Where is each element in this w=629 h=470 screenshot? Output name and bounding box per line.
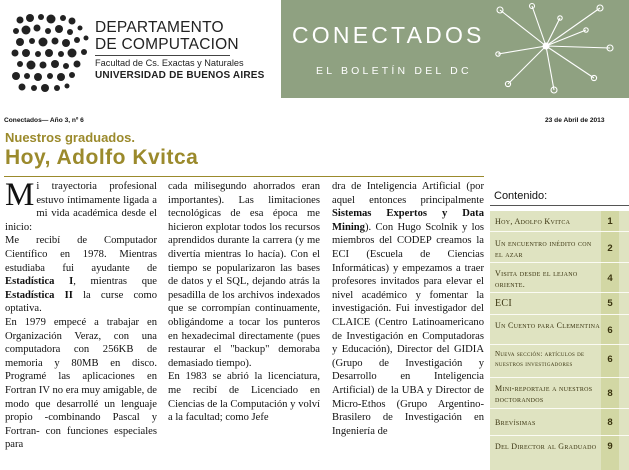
paragraph: cada milisegundo ahorrados eran importantes). Las limitaciones tecnológicas de esa época me hicieron explotar todos los recursos aprendidos durante la carrera (y me divertía mientras lo hacía). Con el tiempo se popularizaron las bases de datos y el SQL, dejando atrás la pesadilla de los archivos indexados que se corrompían continuamente, obligándome a tocar los punteros en hexadecimal directamente (pues restaurar el "backup" demoraba demasiado tiempo). [168, 181, 320, 369]
banner-subtitle: EL BOLETÍN DEL DC [316, 65, 472, 77]
toc-item-label[interactable]: Hoy, Adolfo Kvitca [495, 217, 571, 226]
toc-divider [490, 408, 629, 409]
paragraph [5, 234, 157, 316]
toc-divider [490, 435, 629, 436]
table-of-contents [490, 211, 629, 470]
toc-item-page: 8 [607, 388, 613, 399]
toc-item-page: 8 [607, 417, 613, 428]
emphasis: Estadística II [5, 289, 73, 301]
toc-item-label[interactable]: Un encuentro inédito con el azar [495, 239, 592, 259]
headline-rule [4, 176, 484, 177]
toc-divider [490, 231, 629, 232]
toc-divider [490, 314, 629, 315]
paragraph-text: Me recibí de Computador Científico en 1978. Mientras estudiaba fui ayudante de [5, 235, 157, 274]
logo-line-1: DEPARTAMENTO [95, 19, 224, 36]
banner-title: CONECTADOS [292, 22, 485, 48]
toc-divider [490, 344, 629, 345]
paragraph: En 1983 se abrió la licenciatura, me recibí de Licenciado en Ciencias de la Computación y volví a la facultad; como Jefe [168, 371, 320, 424]
emphasis: Sistemas Expertos y Data Mining [332, 208, 484, 233]
toc-title: Contenido: [494, 190, 548, 202]
toc-item-label[interactable]: ECI [495, 298, 513, 309]
toc-item-label[interactable]: Visita desde el lejano oriente. [495, 269, 578, 289]
paragraph-text: ). Con Hugo Scolnik y los miembros del CODEP creamos la ECI (Escuela de Ciencias Informáticas) y empezamos a traer profesores invitados para elevar el nivel académico y fomentar la investigación. Fui investigador del CLAICE (Centro Latinoamericano de Investigación en Computadoras y Educación), Director del GIDIA (Grupo de Investigación y Desarrollo en Inteligencia Artificial) de la UBA y Director de Micro-Ethos (Grupo Argentino-Brasilero de Investigación en Ingeniería de [332, 221, 484, 437]
toc-rule [490, 205, 629, 206]
toc-item-page: 1 [607, 216, 613, 227]
article-column-2 [168, 180, 320, 470]
dc-logo-icon [8, 8, 98, 98]
paragraph [332, 180, 484, 438]
paragraph-text: la curse como optativa. [5, 289, 157, 315]
drop-cap: M [5, 180, 35, 213]
toc-item-page: 9 [607, 441, 613, 452]
article-column-3 [332, 180, 484, 470]
toc-item-page: 6 [607, 354, 613, 365]
paragraph-text: dra de Inteligencia Artificial (por aquel entonces principalmente [332, 181, 484, 206]
logo-line-2: DE COMPUTACION [95, 36, 239, 53]
toc-item-page: 5 [607, 298, 613, 309]
network-graphic-icon [490, 0, 629, 98]
paragraph: En 1979 empecé a trabajar en Organización Veraz, con una computadora con 256KB de memoria y 80MB en disco. Programé las aplicaciones en Fortran IV no era muy amigable, de modo que desarrollé un lenguaje propio -combinando Pascal y Fortran- con funciones especiales para [5, 316, 157, 451]
toc-item-label[interactable]: Del Director al Graduado [495, 442, 597, 451]
article-column-1 [5, 180, 157, 470]
toc-item-label[interactable]: Nueva sección: artículos de nuestros investigadores [495, 350, 585, 368]
toc-divider [490, 292, 629, 293]
toc-item-label[interactable]: Un Cuento para Clementina [495, 321, 600, 330]
toc-divider [490, 377, 629, 378]
article-headline: Hoy, Adolfo Kvitca [5, 146, 199, 169]
paragraph-text: i trayectoria profesional estuvo íntimamente ligada a mi vida académica desde el inicio: [5, 181, 157, 233]
toc-divider [490, 262, 629, 263]
paragraph [5, 180, 157, 234]
section-title: Nuestros graduados. [5, 130, 136, 145]
paragraph-text: , mientras que [73, 276, 157, 288]
issue-date: 23 de Abril de 2013 [545, 117, 605, 124]
logo-university: UNIVERSIDAD DE BUENOS AIRES [95, 70, 265, 81]
logo-faculty: Facultad de Cs. Exactas y Naturales [95, 58, 244, 68]
toc-item-label[interactable]: Brevísimas [495, 418, 536, 427]
toc-item-page: 2 [607, 243, 613, 254]
toc-item-page: 4 [607, 273, 613, 284]
logo-divider [95, 55, 230, 56]
toc-item-page: 6 [607, 325, 613, 336]
issue-label: Conectados— Año 3, nº 6 [4, 117, 84, 124]
toc-item-label[interactable]: Mini-reportaje a nuestros doctorandos [495, 384, 593, 404]
emphasis: Estadística I [5, 276, 74, 288]
